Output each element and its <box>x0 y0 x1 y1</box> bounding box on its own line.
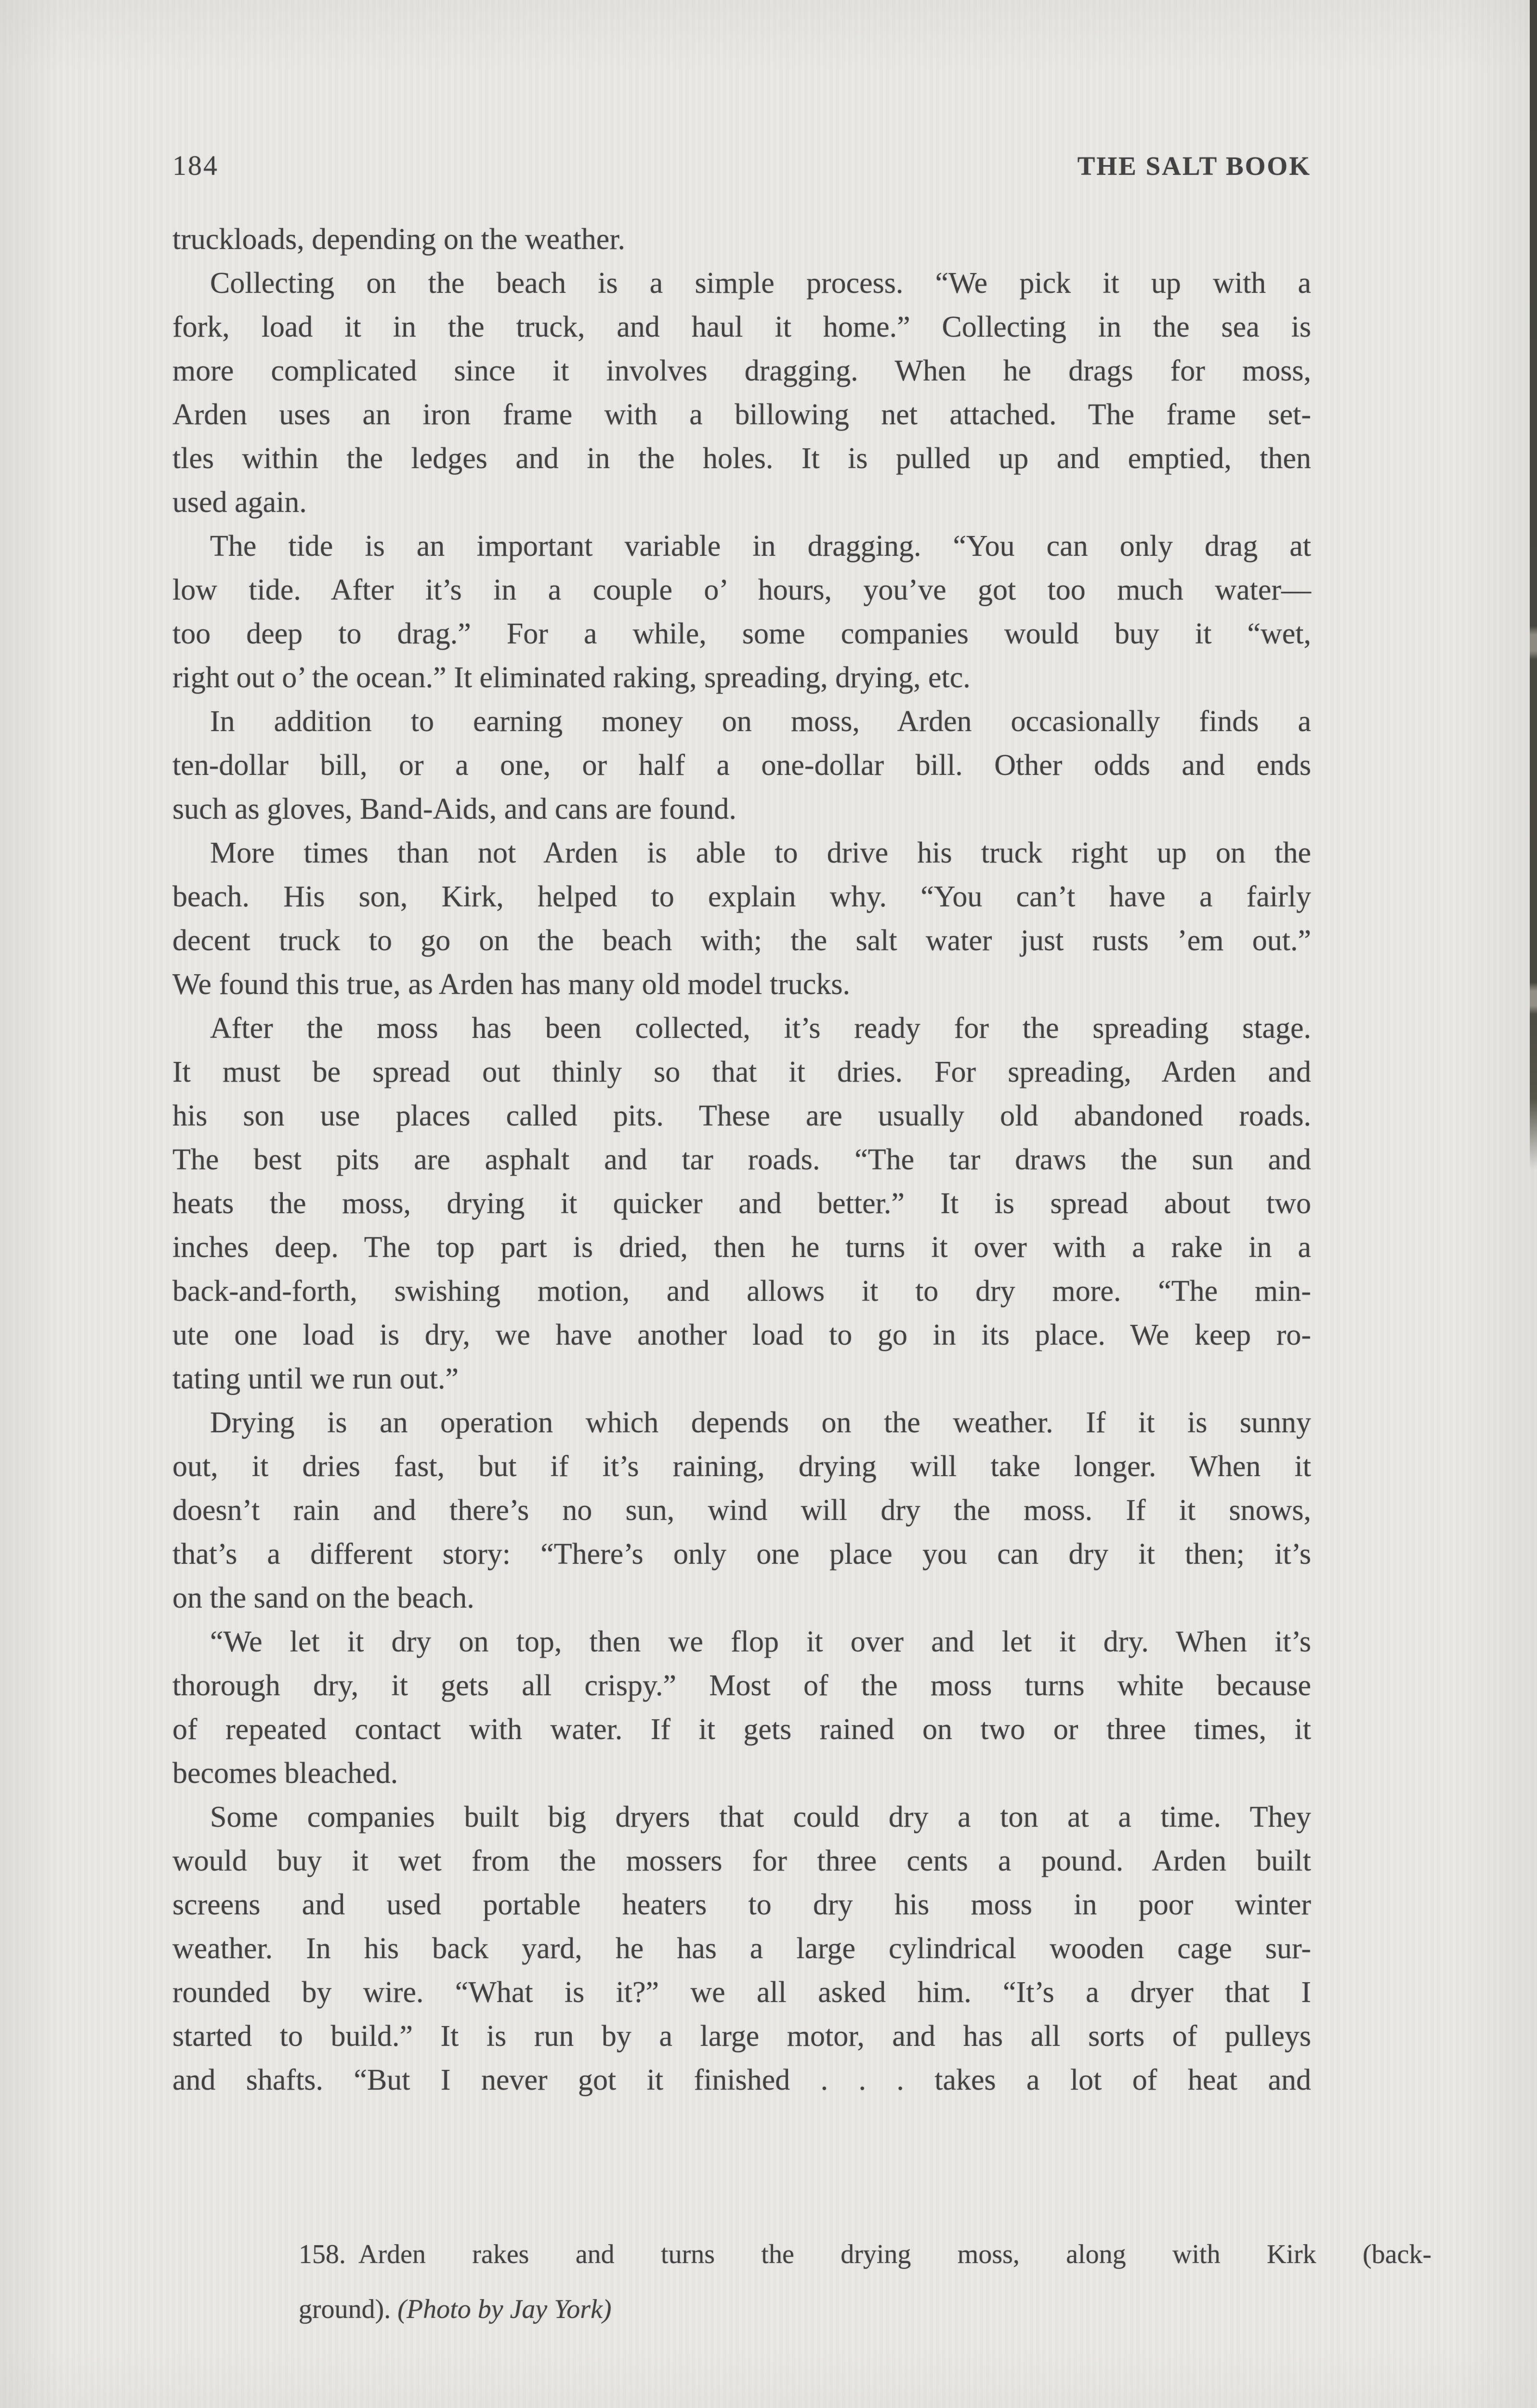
text-line: out, it dries fast, but if it’s raining, drying will take longer. When it <box>172 1450 1311 1483</box>
text-line: Some companies built big dryers that could dry a ton at a time. They <box>210 1801 1311 1833</box>
text-line: decent truck to go on the beach with; the salt water just rusts ’em out.” <box>172 924 1311 957</box>
text-line: becomes bleached. <box>172 1757 398 1790</box>
text-line: his son use places called pits. These are usually old abandoned roads. <box>172 1099 1311 1132</box>
photo-caption <box>299 2230 1432 2334</box>
text-line: “We let it dry on top, then we flop it over and let it dry. When it’s <box>210 1625 1311 1658</box>
text-line: In addition to earning money on moss, Arden occasionally finds a <box>210 705 1311 738</box>
text-line: The tide is an important variable in dragging. “You can only drag at <box>210 530 1311 563</box>
text-line: screens and used portable heaters to dry his moss in poor winter <box>172 1888 1311 1921</box>
text-line: more complicated since it involves dragging. When he drags for moss, <box>172 354 1311 387</box>
text-line: would buy it wet from the mossers for three cents a pound. Arden built <box>172 1845 1311 1877</box>
caption-number: 158. <box>299 2239 346 2269</box>
caption-line-1 <box>299 2230 1432 2279</box>
caption-text-continued: ground). <box>299 2294 398 2324</box>
photo-credit: (Photo by Jay York) <box>397 2294 612 2324</box>
text-line: weather. In his back yard, he has a large cylindrical wooden cage sur- <box>172 1932 1311 1965</box>
text-line: right out o’ the ocean.” It eliminated raking, spreading, drying, etc. <box>172 661 971 694</box>
caption-text: Arden rakes and turns the drying moss, along with Kirk (back- <box>358 2239 1432 2269</box>
page-header <box>172 149 1311 182</box>
text-line: The best pits are asphalt and tar roads. “The tar draws the sun and <box>172 1143 1311 1176</box>
scan-edge-shadow <box>1530 0 1537 1170</box>
text-line: and shafts. “But I never got it finished . . . takes a lot of heat and <box>172 2064 1311 2096</box>
text-line: of repeated contact with water. If it gets rained on two or three times, it <box>172 1713 1311 1746</box>
caption-line-2 <box>299 2285 1432 2334</box>
text-line: Collecting on the beach is a simple process. “We pick it up with a <box>210 267 1311 300</box>
text-line: After the moss has been collected, it’s ready for the spreading stage. <box>210 1012 1311 1045</box>
text-line: tating until we run out.” <box>172 1362 459 1395</box>
text-line: It must be spread out thinly so that it dries. For spreading, Arden and <box>172 1056 1311 1088</box>
text-line: on the sand on the beach. <box>172 1582 474 1614</box>
text-line: tles within the ledges and in the holes. It is pulled up and emptied, then <box>172 442 1311 475</box>
text-line: that’s a different story: “There’s only one place you can dry it then; it’s <box>172 1538 1311 1570</box>
text-line: beach. His son, Kirk, helped to explain why. “You can’t have a fairly <box>172 880 1311 913</box>
text-line: back-and-forth, swishing motion, and allows it to dry more. “The min- <box>172 1275 1311 1308</box>
text-line: More times than not Arden is able to drive his truck right up on the <box>210 837 1311 869</box>
page-number: 184 <box>172 150 219 181</box>
running-title: THE SALT BOOK <box>1077 151 1311 181</box>
text-line: thorough dry, it gets all crispy.” Most of the moss turns white because <box>172 1669 1311 1702</box>
text-line: too deep to drag.” For a while, some companies would buy it “wet, <box>172 617 1311 650</box>
text-line: used again. <box>172 486 307 519</box>
text-line: Arden uses an iron frame with a billowing net attached. The frame set- <box>172 398 1311 431</box>
text-line: fork, load it in the truck, and haul it home.” Collecting in the sea is <box>172 311 1311 343</box>
text-line: started to build.” It is run by a large motor, and has all sorts of pulleys <box>172 2020 1311 2053</box>
body-text <box>172 218 1311 2102</box>
text-line: truckloads, depending on the weather. <box>172 223 626 256</box>
text-line: We found this true, as Arden has many old model trucks. <box>172 968 850 1001</box>
text-line: Drying is an operation which depends on the weather. If it is sunny <box>210 1406 1311 1439</box>
text-line: rounded by wire. “What is it?” we all asked him. “It’s a dryer that I <box>172 1976 1311 2009</box>
text-line: ute one load is dry, we have another load to go in its place. We keep ro- <box>172 1319 1311 1351</box>
text-line: such as gloves, Band-Aids, and cans are found. <box>172 793 736 825</box>
text-line: inches deep. The top part is dried, then he turns it over with a rake in a <box>172 1231 1311 1264</box>
text-line: heats the moss, drying it quicker and better.” It is spread about two <box>172 1187 1311 1220</box>
text-line: ten-dollar bill, or a one, or half a one-dollar bill. Other odds and ends <box>172 749 1311 782</box>
text-line: doesn’t rain and there’s no sun, wind will dry the moss. If it snows, <box>172 1494 1311 1527</box>
text-line: low tide. After it’s in a couple o’ hours, you’ve got too much water— <box>172 574 1311 606</box>
